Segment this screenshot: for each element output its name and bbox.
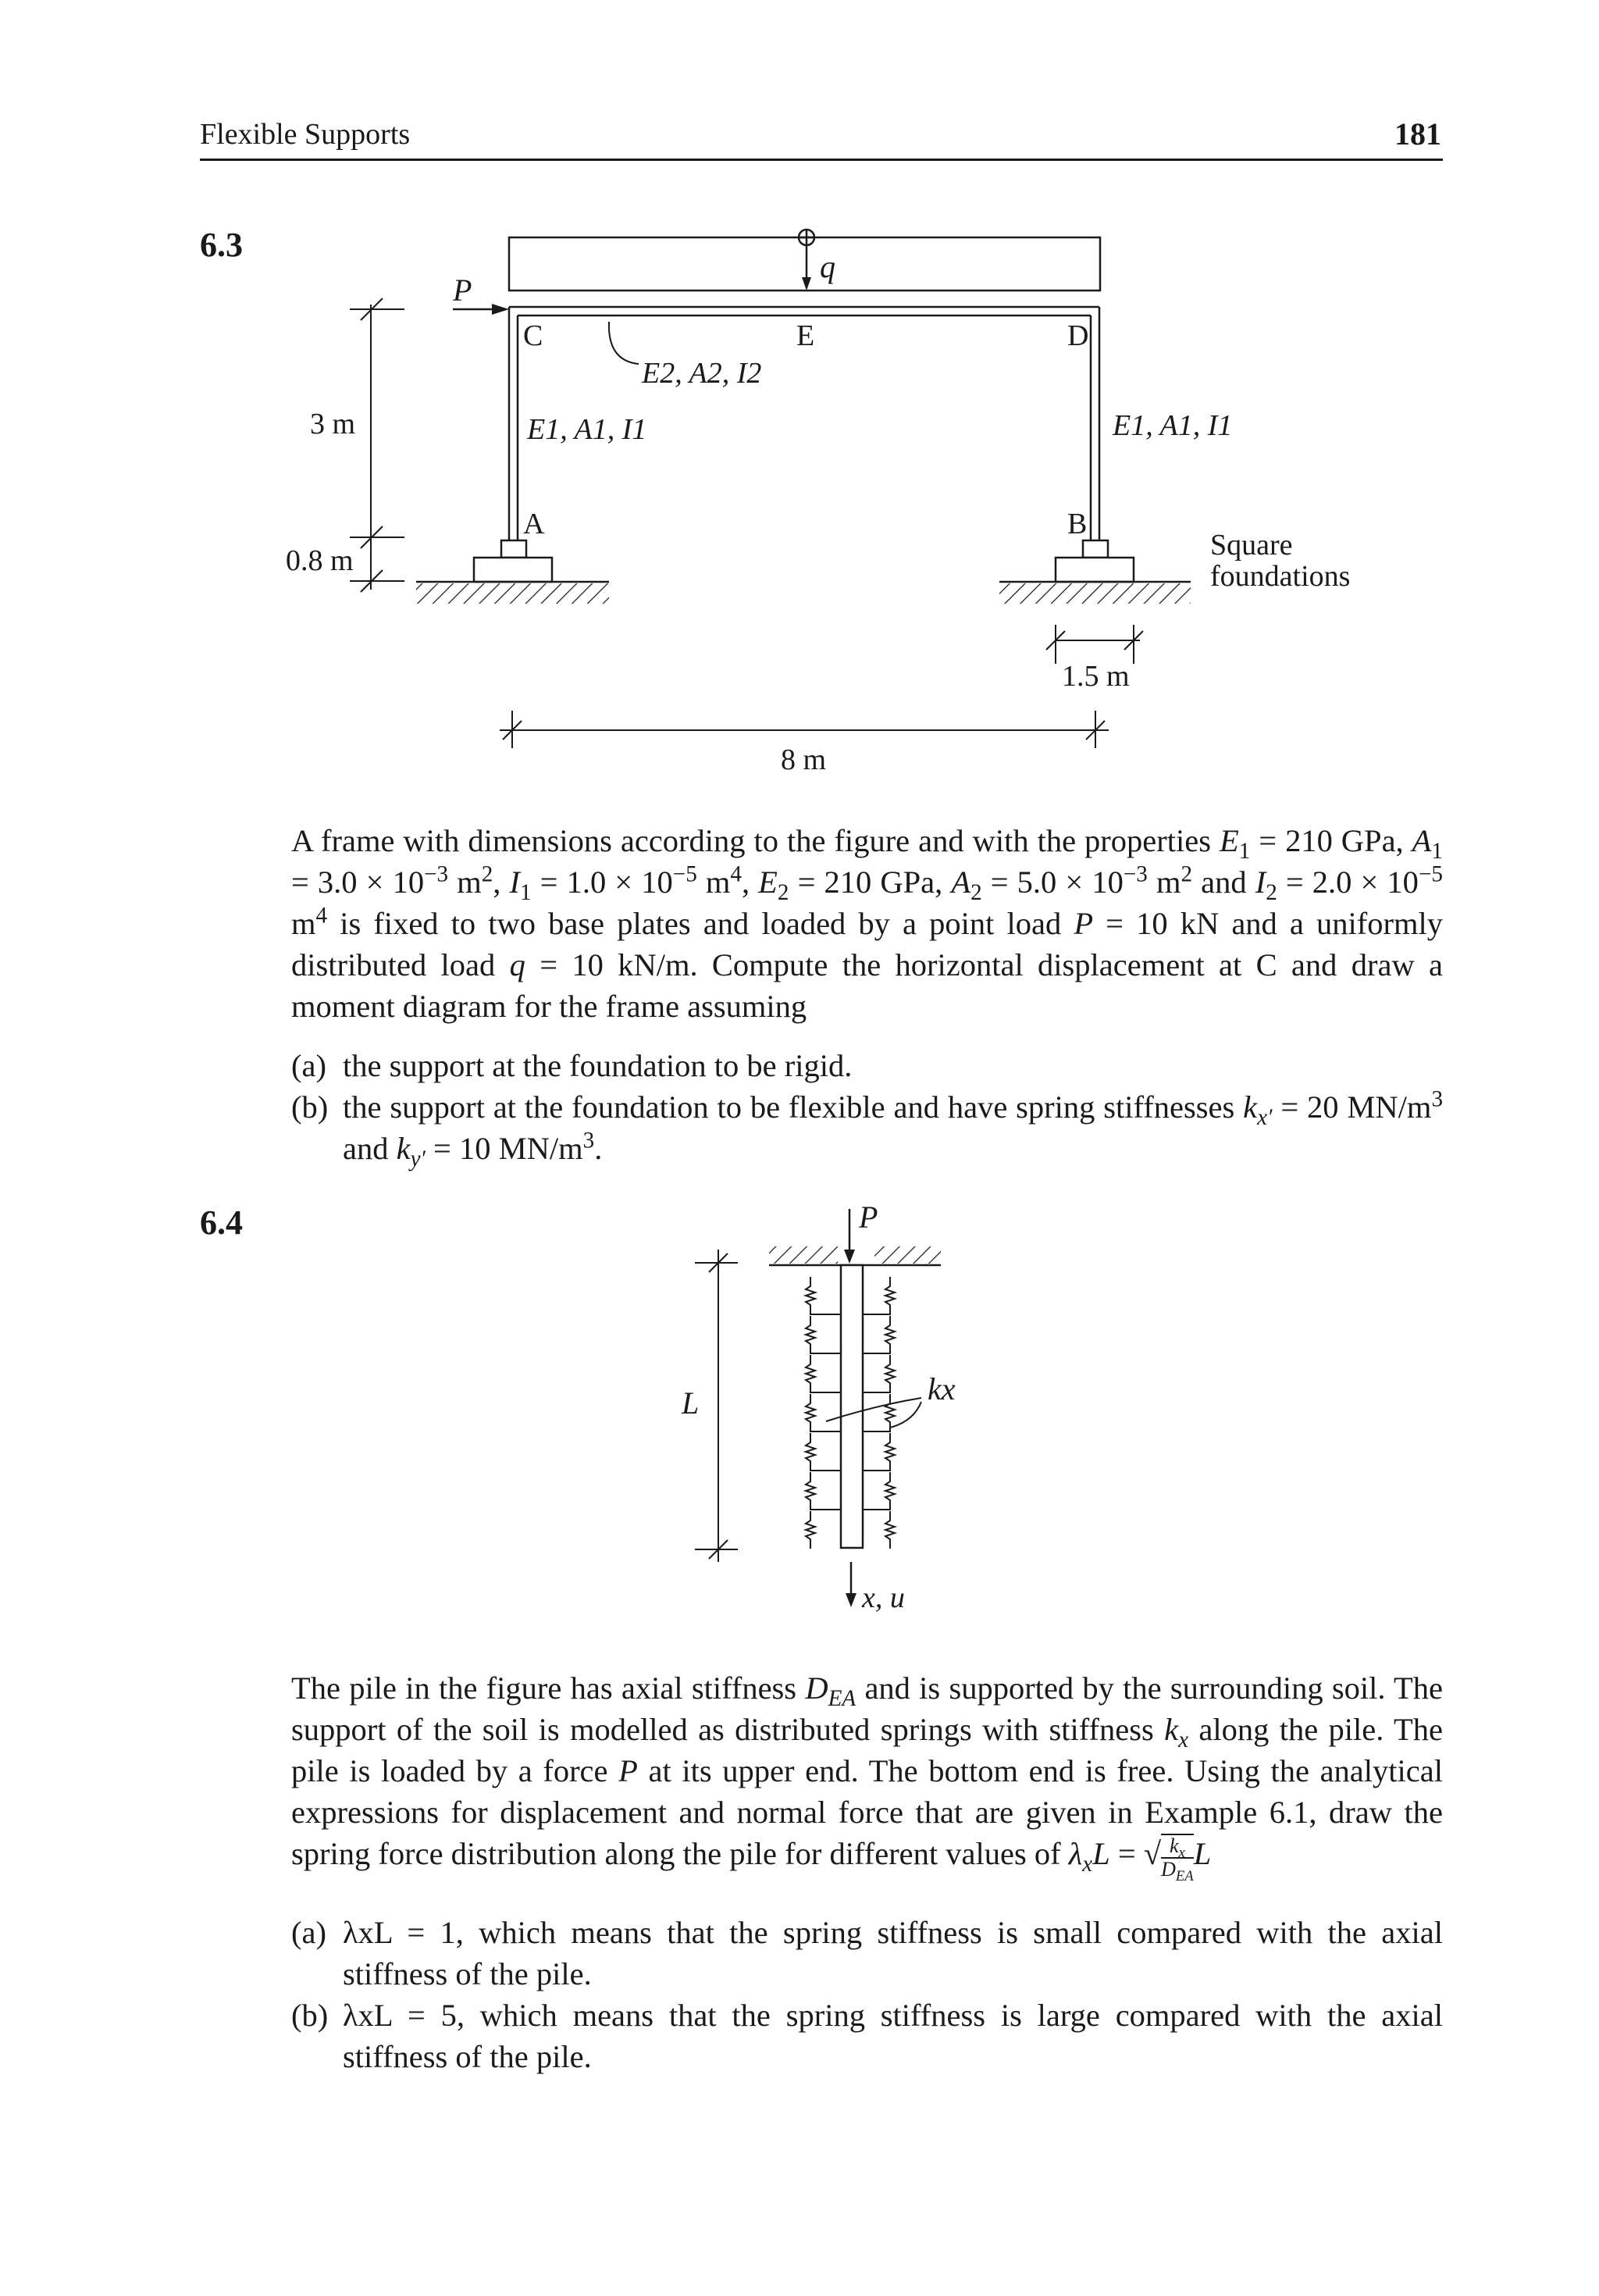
node-b-label: B — [1067, 508, 1088, 540]
pile-ground-left — [769, 1246, 838, 1264]
node-d-label: D — [1067, 319, 1089, 352]
q-arrow-head — [802, 277, 811, 291]
spring-kx-label: kx — [928, 1371, 956, 1406]
problem-6-3-items — [291, 1045, 1444, 1172]
running-header-section: Flexible Supports — [200, 118, 411, 151]
pile-p-arrow-head — [844, 1250, 855, 1264]
pile-length-label: L — [682, 1385, 700, 1421]
problem-number-6-4: 6.4 — [200, 1203, 243, 1242]
problem-6-3-item-b — [291, 1086, 1444, 1172]
pile-ground-right — [874, 1246, 941, 1264]
pile-figure — [0, 1171, 1599, 1640]
foundation-label-line2: foundations — [1210, 560, 1351, 593]
problem-number-6-3: 6.3 — [200, 226, 243, 264]
left-column-properties-label: E1, A1, I1 — [527, 413, 647, 446]
node-a-label: A — [523, 508, 545, 540]
problem-6-4-item-b — [291, 1995, 1443, 2077]
dim-foundation-label: 0.8 m — [286, 544, 354, 577]
foundation-label-line1: Square — [1210, 529, 1293, 562]
load-p-label: P — [453, 273, 472, 308]
p-arrow-head — [492, 304, 509, 315]
pile-load-p-label: P — [859, 1200, 878, 1235]
dim-span-label: 8 m — [781, 743, 827, 776]
dim-foundation-width-label: 1.5 m — [1062, 660, 1130, 693]
item-text: λxL = 1, which means that the spring stiffness is small compared with the axial stiffness of the pile. — [343, 1915, 1443, 1991]
node-c-label: C — [523, 319, 543, 352]
item-label: (b) — [291, 1089, 329, 1125]
item-text: the support at the foundation to be rigid. — [343, 1048, 853, 1083]
beam-properties-label: E2, A2, I2 — [642, 357, 762, 390]
foundation-width-dimension — [1046, 625, 1143, 664]
item-label: (a) — [291, 1915, 326, 1950]
right-foundation — [1056, 540, 1134, 582]
load-q-label: q — [820, 249, 835, 284]
problem-6-3-item-a — [291, 1045, 1443, 1086]
left-foundation — [474, 540, 552, 582]
node-e-label: E — [796, 319, 815, 352]
pile-length-dimension — [695, 1250, 738, 1562]
right-ground — [999, 582, 1191, 604]
problem-6-4-item-a — [291, 1912, 1443, 1995]
item-text: λxL = 5, which means that the spring stiffness is large compared with the axial stiffness of the pile. — [343, 1998, 1443, 2074]
left-ground — [416, 582, 609, 604]
span-dimension — [500, 711, 1109, 748]
item-text: the support at the foundation to be flexible and have spring stiffnesses $k_{x'} = 20$ $MN/m^3$ and $k_{y'} = 10$ $MN/m^3$. — [343, 1086, 1444, 1172]
axis-xu-label: x, u — [862, 1581, 905, 1614]
problem-6-4-items — [291, 1912, 1443, 2077]
item-label: (a) — [291, 1048, 326, 1083]
problem-6-4-statement: The pile in the figure has axial stiffness $D_{EA}$ and is supported by the surrounding soil. The support of the soil is modelled as distributed springs with stiffness $k_x$ along the pile. The pile is loaded by a force P at its upper end. The bottom end is free. Using the analytical expressions for displacement and normal force that are given in Example 6.1, draw the spring force distribution along the pile for different values of $\lambda_xL$ = √ $k_x$ $D_{EA}$ L — [291, 1670, 1443, 1884]
x-axis-arrow-head — [846, 1593, 856, 1607]
problem-6-3-statement: A frame with dimensions according to the figure and with the properties $E_1 = 210$ GPa, $A_1 = 3.0 \times 10^{-3}$ $m^2$, $I_1 = 1.0 \times 10^{-5}$ $m^4$, $E_2 = 210$ GPa, $A_2 = 5.0 \times 10^{-3}$ $m^2$ and $I_2 = 2.0 \times 10^{-5}$ $m^4$ is fixed to two base plates and loaded by a point load P = 10 kN and a uniformly distributed load q = 10 kN/m. Compute the horizontal displacement at C and draw a moment diagram for the frame assuming — [291, 823, 1443, 1024]
page-number: 181 — [1394, 116, 1441, 152]
frame-figure — [0, 0, 1599, 812]
dim-height-label: 3 m — [310, 408, 356, 440]
pile — [841, 1265, 863, 1548]
right-column-properties-label: E1, A1, I1 — [1113, 409, 1233, 442]
item-label: (b) — [291, 1998, 329, 2033]
vertical-dimension — [350, 298, 404, 592]
